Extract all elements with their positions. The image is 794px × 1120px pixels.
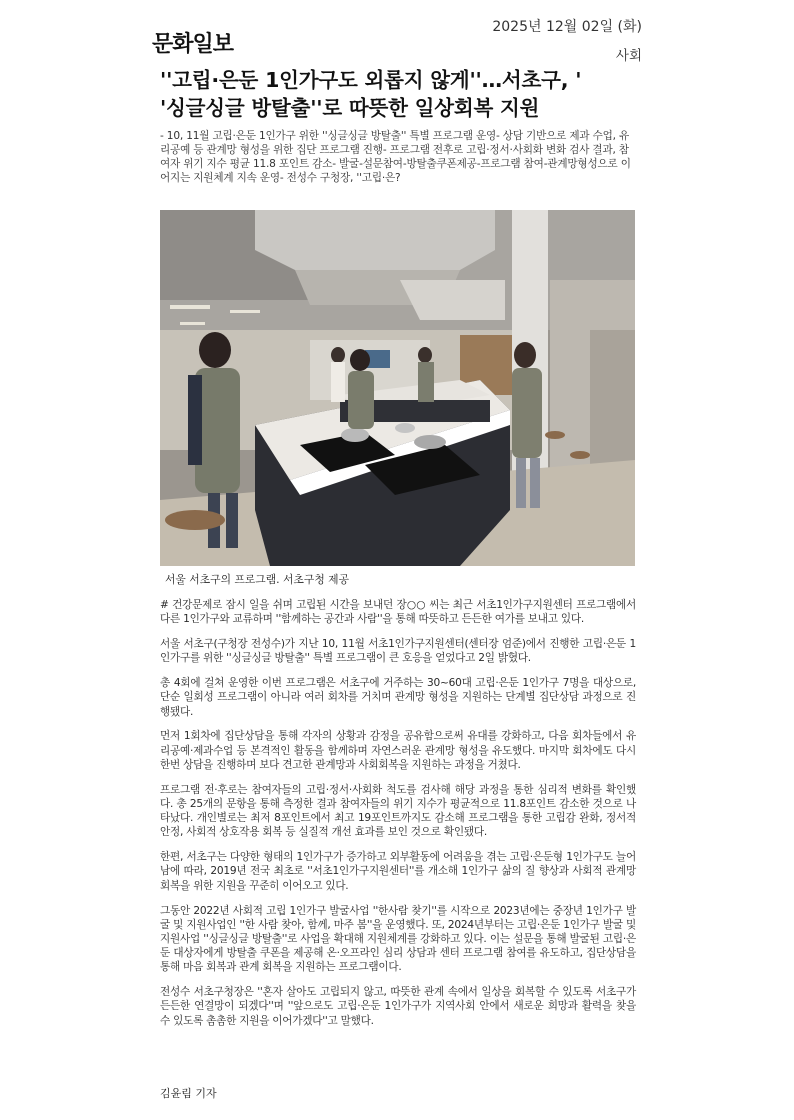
- paragraph: 한편, 서초구는 다양한 형태의 1인가구가 증가하고 외부활동에 어려움을 겪는 고립·은둔형 1인가구도 늘어남에 따라, 2019년 전국 최초로 ''서초1인가구지원센터''를 개소해 1인가구 삶의 질 향상과 사회적 관계망 회복을 위한 지원을 꾸준히 이어오고 있다.: [160, 851, 636, 892]
- photo-caption: 서울 서초구의 프로그램. 서초구청 제공: [165, 573, 350, 586]
- paragraph: 먼저 1회차에 집단상담을 통해 각자의 상황과 감정을 공유함으로써 유대를 강화하고, 다음 회차들에서 유리공예·제과수업 등 본격적인 활동을 함께하며 자연스러운 관계망 형성을 유도했다. 마지막 회차에도 다시 한번 상담을 진행하며 보다 견고한 관계망과 사회회복을 지원하는 과정을 거쳤다.: [160, 730, 636, 771]
- section-label: 사회: [615, 48, 642, 64]
- paragraph: # 건강문제로 잠시 일을 쉬며 고립된 시간을 보내던 장○○ 씨는 최근 서초1인가구지원센터 프로그램에서 다른 1인가구와 교류하며 ''함께하는 공간과 사람''을 통해 따뜻하고 든든한 여가를 보내고 있다.: [160, 599, 636, 626]
- cooking-class-photo: [160, 210, 635, 566]
- title-line-2: '싱글싱글 방탈출''로 따뜻한 일상회복 지원: [160, 96, 540, 120]
- title-line-1: ''고립·은둔 1인가구도 외롭지 않게''…서초구, ': [160, 68, 582, 92]
- paragraph: 서울 서초구(구청장 전성수)가 지난 10, 11월 서초1인가구지원센터(센터장 엄준)에서 진행한 고립·은둔 1인가구를 위한 ''싱글싱글 방탈출'' 특별 프로그램이 큰 호응을 얻었다고 2일 밝혔다.: [160, 638, 636, 665]
- paragraph: 전성수 서초구청장은 ''혼자 살아도 고립되지 않고, 따뜻한 관계 속에서 일상을 회복할 수 있도록 서초구가 든든한 연결망이 되겠다''며 ''앞으로도 고립·은둔 1인가구가 지역사회 안에서 새로운 희망과 활력을 찾을 수 있도록 촘촘한 지원을 이어가겠다''고 말했다.: [160, 986, 636, 1027]
- paragraph: 총 4회에 걸쳐 운영한 이번 프로그램은 서초구에 거주하는 30~60대 고립·은둔 1인가구 7명을 대상으로, 단순 일회성 프로그램이 아니라 여러 회차를 거치며 관계망 형성을 지원하는 단계별 집단상담 과정으로 진행됐다.: [160, 677, 636, 718]
- paragraph: 그동안 2022년 사회적 고립 1인가구 발굴사업 ''한사람 찾기''를 시작으로 2023년에는 중장년 1인가구 발굴 및 지원사업인 ''한 사람 찾아, 함께, 마주 봄''을 운영했다. 또, 2024년부터는 고립·은둔 1인가구 발굴 및 지원사업 ''싱글싱글 방탈출''로 사업을 확대해 지원체계를 강화하고 있다. 이는 설문을 통해 발굴된 고립·은둔 대상자에게 방탈출 쿠폰을 제공해 온·오프라인 심리 상담과 센터 프로그램 참여를 유도하고, 집단상담을 통해 마음 회복과 관계 회복을 지원하는 프로그램이다.: [160, 904, 636, 974]
- publish-date: 2025년 12월 02일 (화): [492, 19, 642, 35]
- article-subtitle: - 10, 11월 고립·은둔 1인가구 위한 ''싱글싱글 방탈출'' 특별 프로그램 운영- 상담 기반으로 제과 수업, 유리공예 등 관계망 형성을 위한 집단 프로그램 진행- 프로그램 전후로 고립·정서·사회화 변화 검사 결과, 참여자 위기 지수 평균 11.8 포인트 감소- 발굴-설문참여-방탈출쿠폰제공-프로그램 참여-관계망형성으로 이어지는 지원체계 지속 운영- 전성수 구청장, ''고립·은?: [160, 130, 631, 184]
- author-byline: 김윤림 기자: [160, 1087, 217, 1100]
- article-title: [160, 66, 640, 122]
- article-photo: [160, 210, 635, 566]
- newspaper-logo: 문화일보: [152, 31, 234, 57]
- paragraph: 프로그램 전·후로는 참여자들의 고립·정서·사회화 척도를 검사해 해당 과정을 통한 심리적 변화를 확인했다. 총 25개의 문항을 통해 측정한 결과 참여자들의 위기 지수가 평균적으로 11.8포인트 감소한 것으로 나타났다. 개인별로는 최저 8포인트에서 최고 19포인트까지도 감소해 프로그램을 통한 고립감 완화, 정서적 안정, 사회적 상호작용 회복 등 실질적 개선 효과를 보인 것으로 확인됐다.: [160, 783, 636, 839]
- article-body: [160, 598, 636, 1039]
